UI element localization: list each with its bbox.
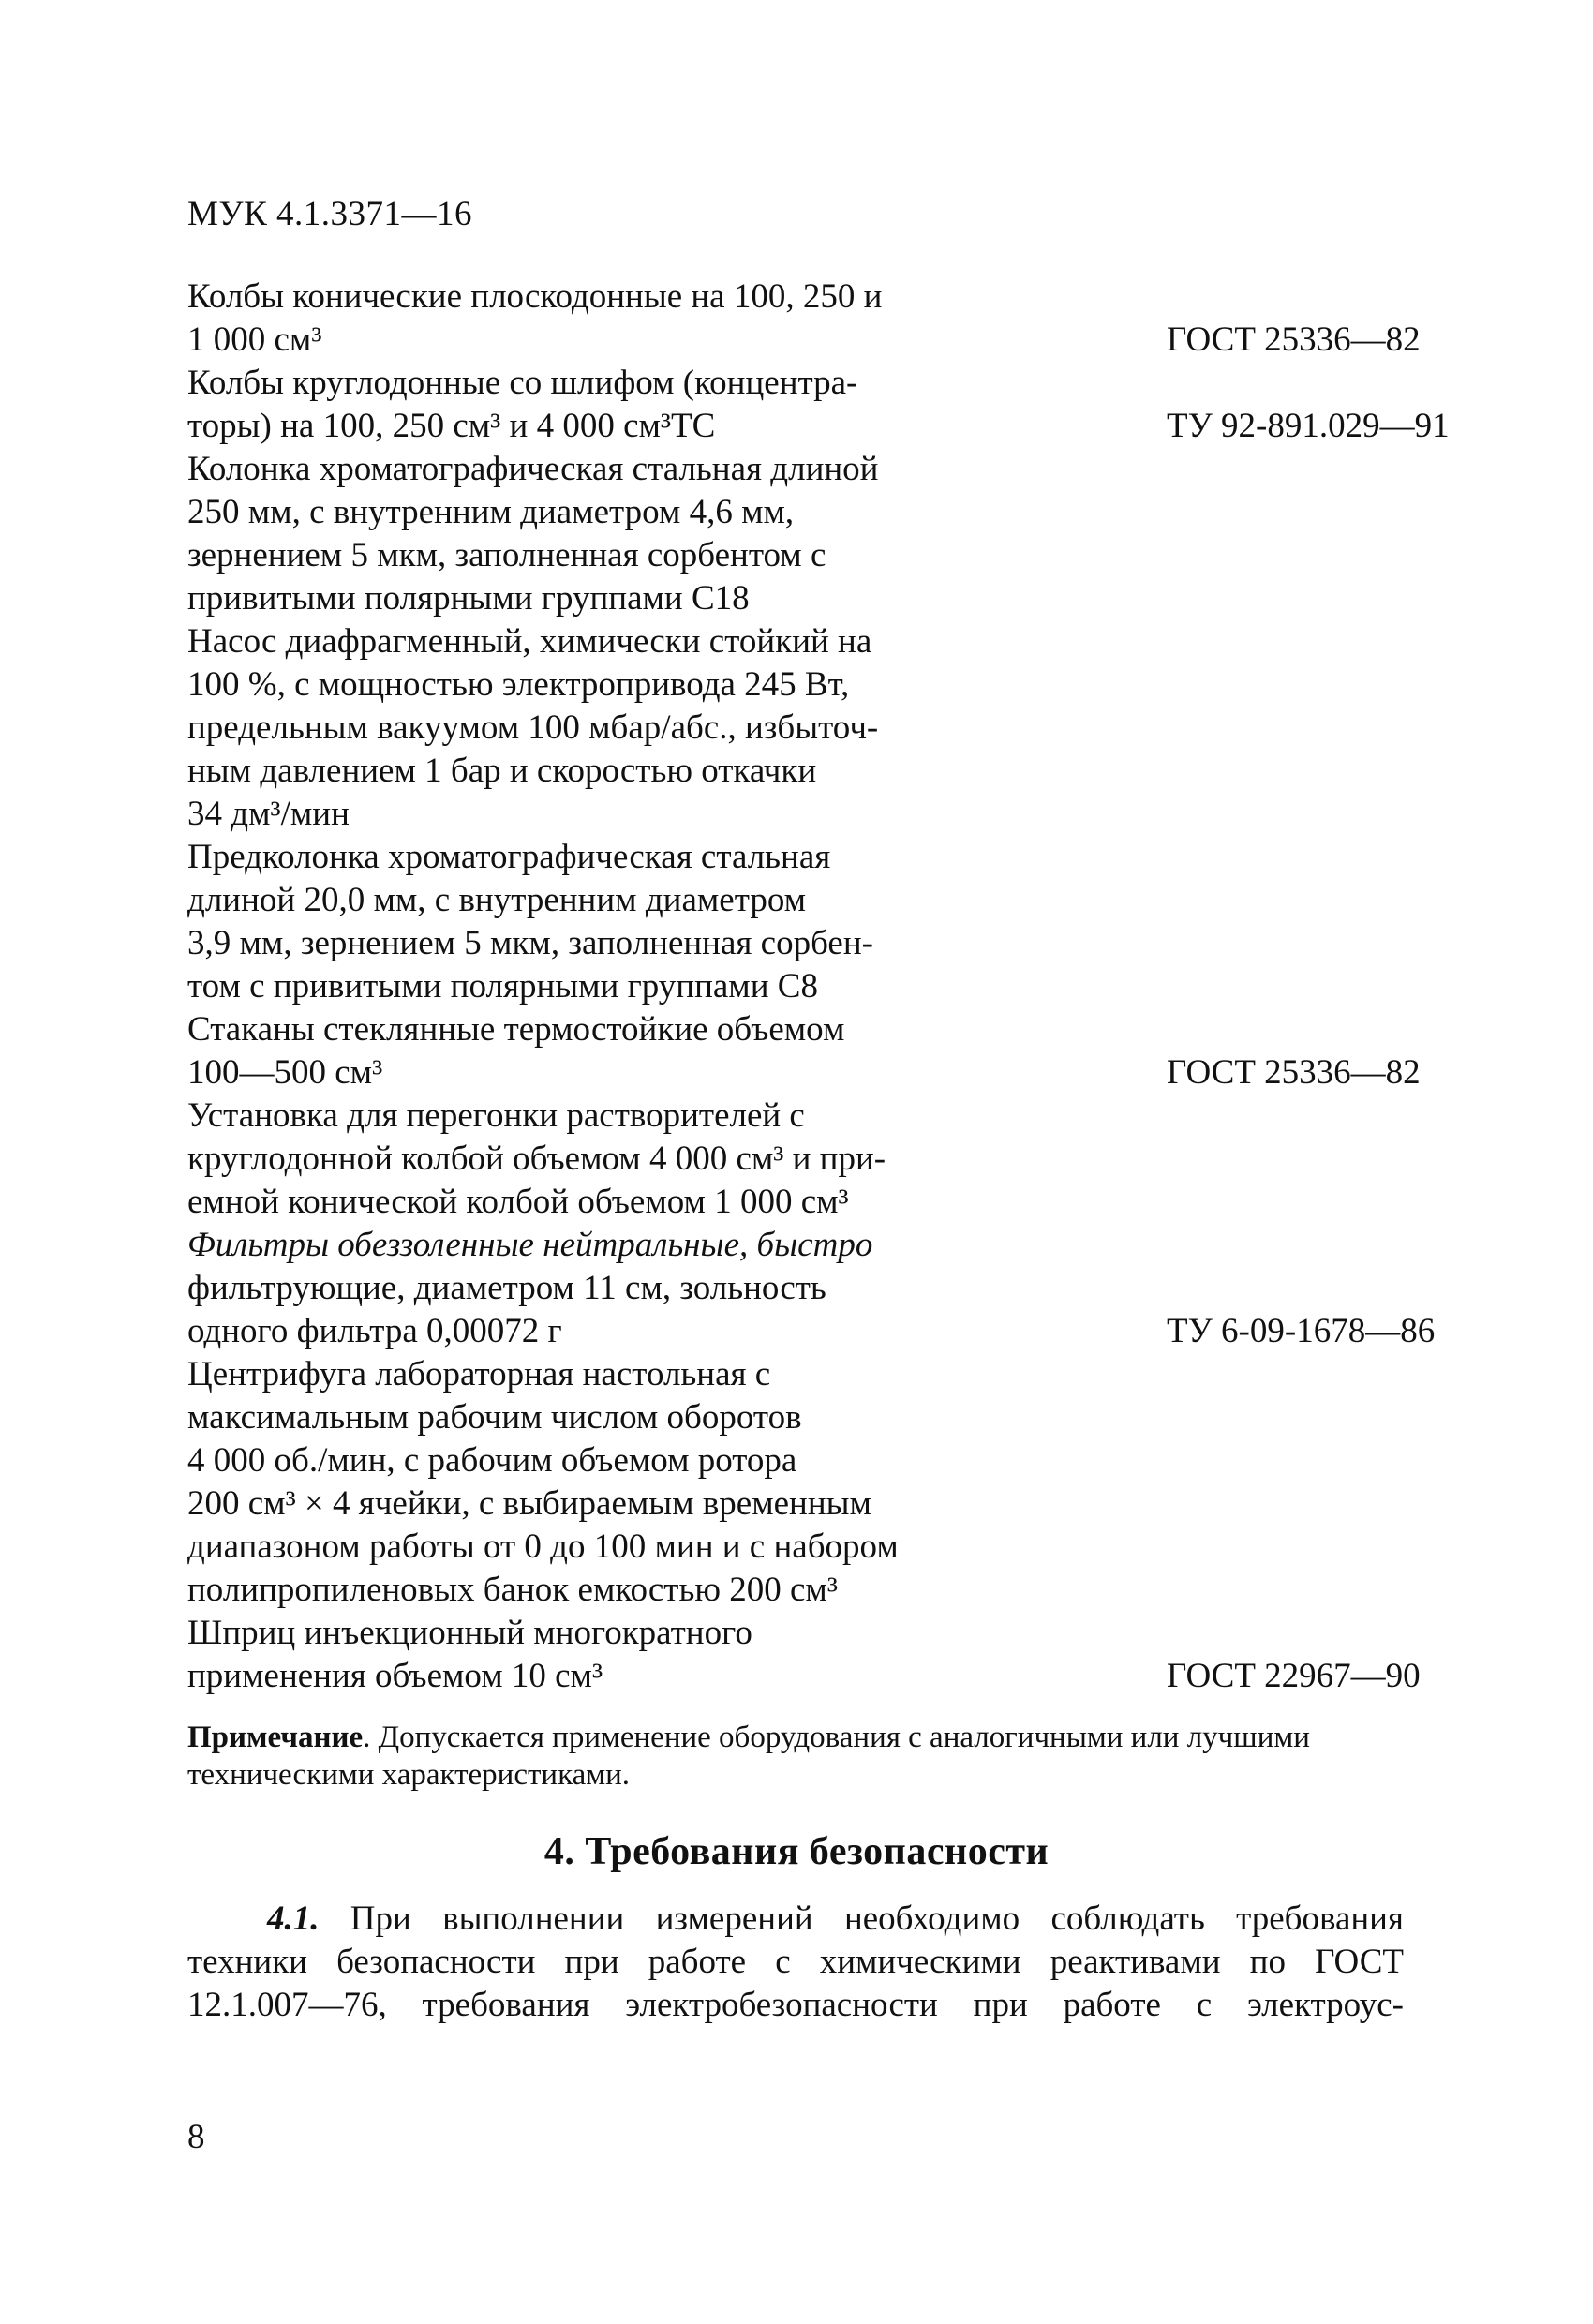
note	[187, 1719, 1404, 1794]
equipment-item	[187, 620, 1406, 836]
equipment-description: Шприц инъекционный многократного применения объемом 10 см³	[187, 1614, 752, 1695]
section-heading: 4. Требования безопасности	[543, 1830, 1050, 1873]
equipment-description: Колбы круглодонные со шлифом (концентра- торы) на 100, 250 см³ и 4 000 см³ТС	[187, 364, 858, 445]
equipment-standard: ГОСТ 25336—82	[1167, 1053, 1421, 1092]
page-number: 8	[187, 2118, 205, 2156]
equipment-item	[187, 1612, 1421, 1698]
section-paragraph: 4.1. При выполнении измерений необходимо соблюдать требования техники безопасности при работе с химическими реактивами по ГОСТ 12.1.007—76, требования электробезопасности при работе с электроус-	[187, 1899, 1405, 2024]
paragraph-number: 4.1.	[267, 1899, 320, 1938]
equipment-description: Стаканы стеклянные термостойкие объемом 100—500 см³	[187, 1010, 845, 1092]
equipment-item	[187, 1353, 1406, 1612]
equipment-item	[187, 362, 1450, 448]
equipment-item	[187, 1095, 1406, 1224]
equipment-standard: ГОСТ 25336—82	[1167, 320, 1421, 359]
equipment-description: Центрифуга лабораторная настольная с максимальным рабочим числом оборотов 4 000 об./мин, с рабочим объемом ротора 200 см³ × 4 ячейки, с выбираемым временным диапазоном работы от 0 до 100 мин и с набором полипропиленовых банок емкостью 200 см³	[187, 1355, 899, 1609]
equipment-standard: ТУ 92-891.029—91	[1167, 407, 1450, 445]
note-label: Примечание	[187, 1721, 364, 1754]
equipment-description: Колонка хроматографическая стальная длиной 250 мм, с внутренним диаметром 4,6 мм, зернением 5 мкм, заполненная сорбентом с привитыми полярными группами C18	[187, 450, 879, 618]
equipment-description: Колбы конические плоскодонные на 100, 250 и 1 000 см³	[187, 277, 883, 359]
equipment-standard: ГОСТ 22967—90	[1167, 1657, 1421, 1695]
equipment-list	[187, 276, 1450, 1698]
running-head: МУК 4.1.3371—16	[187, 195, 473, 233]
equipment-standard: ТУ 6-09-1678—86	[1167, 1312, 1436, 1350]
equipment-description: Установка для перегонки растворителей с круглодонной колбой объемом 4 000 см³ и при- емной конической колбой объемом 1 000 см³	[187, 1096, 886, 1221]
equipment-description: Насос диафрагменный, химически стойкий на 100 %, с мощностью электропривода 245 Вт, предельным вакуумом 100 мбар/абс., избыточ- ным давлением 1 бар и скоростью откачки 34 дм³/мин	[187, 622, 879, 833]
equipment-item	[187, 1224, 1436, 1353]
equipment-item	[187, 1008, 1421, 1095]
equipment-item	[187, 836, 1406, 1008]
equipment-item	[187, 448, 1406, 620]
equipment-description: Предколонка хроматографическая стальная длиной 20,0 мм, с внутренним диаметром 3,9 мм, зернением 5 мкм, заполненная сорбен- том с привитыми полярными группами C8	[187, 838, 873, 1006]
equipment-description: Фильтры обеззоленные нейтральные, быстро фильтрующие, диаметром 11 см, зольность одного фильтра 0,00072 г	[187, 1226, 873, 1350]
note-text: . Допускается применение оборудования с аналогичными или лучшими техническими характеристиками.	[187, 1721, 1310, 1792]
equipment-item	[187, 276, 1421, 362]
